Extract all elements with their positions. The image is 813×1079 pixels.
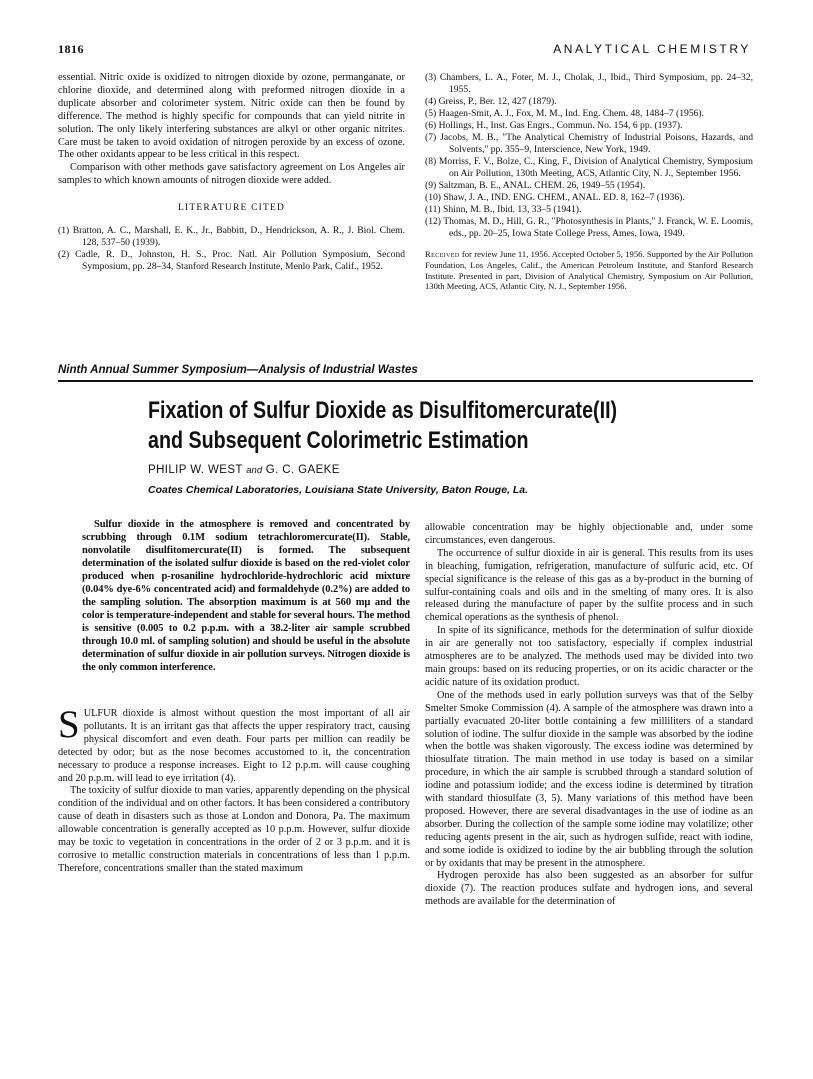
paragraph: allowable concentration may be highly objectionable and, under some circumstances, even dangerous. <box>425 522 753 546</box>
top-right-column <box>425 72 753 292</box>
paragraph: One of the methods used in early pollution surveys was that of the Selby Smelter Smoke Commission (4). A sample of the atmosphere was drawn into a partially evacuated 20-liter bottle containing a few milliliters of a standard solution of iodine. The sulfur dioxide in the sample was absorbed by the iodine when the bottle was shaken vigorously. The excess iodine was determined by thiosulfate titration. The main method in use today is based on a similar procedure, in which the air sample is scrubbed through a standard solution of iodine and potassium iodide; and the excess iodine is determined by titration with standard thiosulfate (3, 5). Many variations of this method have been proposed. However, there are several disadvantages in the use of iodine as an absorber. During the collection of the sample some iodine may volatilize; other reducing agents present in the air, such as hydrogen sulfide, react with iodine, and some iodide is oxidized to iodine by the air bubbling through the solution or by oxidants that may be present in the atmosphere. <box>425 689 753 869</box>
paragraph: In spite of its significance, methods for the determination of sulfur dioxide in air are generally not too satisfactory, especially if complex industrial atmospheres are to be analyzed. The methods used may be divided into two main groups: based on its reducing properties, or on its acidic character or the acidic nature of its oxidation product. <box>425 625 753 688</box>
received-note <box>425 249 753 292</box>
authors <box>148 464 340 476</box>
affiliation: Coates Chemical Laboratories, Louisiana State University, Baton Rouge, La. <box>148 484 529 496</box>
page-number: 1816 <box>58 42 84 56</box>
paragraph: Comparison with other methods gave satisfactory agreement on Los Angeles air samples to which known amounts of nitrogen dioxide were added. <box>58 162 405 187</box>
journal-name: ANALYTICAL CHEMISTRY <box>553 42 751 56</box>
author-name: G. C. GAEKE <box>265 464 340 476</box>
reference-item: (5) Haagen-Smit, A. J., Fox, M. M., Ind. Eng. Chem. 48, 1484–7 (1956). <box>425 108 705 119</box>
literature-cited-heading: LITERATURE CITED <box>177 203 286 214</box>
reference-item: (10) Shaw, J. A., IND. ENG. CHEM., ANAL. ED. 8, 162–7 (1936). <box>425 192 685 203</box>
reference-item: (7) Jacobs, M. B., "The Analytical Chemistry of Industrial Poisons, Hazards, and Solvents," pp. 355–9, Interscience, New York, 1949. <box>425 132 753 155</box>
paragraph: essential. Nitric oxide is oxidized to nitrogen dioxide by ozone, permanganate, or chlorine dioxide, and determined along with preformed nitrogen dioxide in a duplicate absorber and colorimeter system. Nitric oxide can then be found by difference. The method is highly specific for compounds that can yield nitrite in solution. The only likely interfering substances are alkyl or other organic nitrites. Care must be taken to avoid oxidation of nitrogen peroxide by an excess of ozone. The other oxidants appear to be less critical in this respect. <box>58 72 405 161</box>
reference-item: (11) Shinn, M. B., Ibid. 13, 33–5 (1941). <box>425 204 582 215</box>
paragraph <box>58 703 410 785</box>
body-left-column <box>58 703 410 876</box>
reference-item: (8) Morriss, F. V., Bolze, C., King, F., Division of Analytical Chemistry, Symposium on Air Pollution, 130th Meeting, ACS, Atlantic City, N. J., September 1956. <box>425 156 753 179</box>
reference-item: (12) Thomas, M. D., Hill, G. R., "Photosynthesis in Plants," J. Franck, W. E. Loomis, eds., pp. 20–25, Iowa State College Press, Ames, Iowa, 1949. <box>425 216 753 239</box>
banner-rule <box>58 380 753 382</box>
title-line-2: and Subsequent Colorimetric Estimation <box>148 427 529 454</box>
title-line-1: Fixation of Sulfur Dioxide as Disulfitomercurate(II) <box>148 397 618 424</box>
reference-item: (9) Saltzman, B. E., ANAL. CHEM. 26, 1949–55 (1954). <box>425 180 646 191</box>
author-name: PHILIP W. WEST <box>148 464 243 476</box>
abstract: Sulfur dioxide in the atmosphere is removed and concentrated by scrubbing through 0.1M sodium tetrachloromercurate(II). Stable, nonvolatile disulfitomercurate(II) is formed. The subsequent determination of the isolated sulfur dioxide is based on the red-violet color produced when p-rosaniline hydrochloride-hydrochloric acid mixture (0.04% dye-6% concentrated acid) and formaldehyde (0.2%) are added to the sampling solution. The absorption maximum is at 560 mμ and the color is temperature-independent and stable for several hours. The method is sensitive (0.005 to 0.2 p.p.m. with a 38.2-liter air sample scrubbed through 10.0 ml. of sampling solution) and should be useful in the absolute determination of sulfur dioxide in air pollution surveys. Nitrogen dioxide is the only common interference. <box>82 519 410 673</box>
reference-item: (3) Chambers, L. A., Foter, M. J., Cholak, J., Ibid., Third Symposium, pp. 24–32, 1955. <box>425 72 753 95</box>
received-text: for review June 11, 1956. Accepted October 5, 1956. Supported by the Air Pollution Foundation, Los Angeles, Calif., the American Petroleum Institute, and Stanford Research Institute. Presented in part, Division of Analytical Chemistry, Symposium on Air Pollution, 130th Meeting, ACS, Atlantic City, N. J., September 1956. <box>425 249 753 292</box>
received-label: Received <box>425 249 460 259</box>
body-right-column <box>425 522 753 909</box>
article-title <box>148 396 640 456</box>
top-left-column <box>58 72 405 273</box>
reference-item: (2) Cadle, R. D., Johnston, H. S., Proc. Natl. Air Pollution Symposium, Second Symposium, pp. 28–34, Stanford Research Institute, Menlo Park, Calif., 1952. <box>58 249 405 273</box>
reference-item: (1) Bratton, A. C., Marshall, E. K., Jr., Babbitt, D., Hendrickson, A. R., J. Biol. Chem. 128, 537–50 (1939). <box>58 225 405 249</box>
reference-item: (6) Hollings, H., Inst. Gas Engrs., Commun. No. 154, 6 pp. (1937). <box>425 120 683 131</box>
paragraph: Hydrogen peroxide has also been suggested as an absorber for sulfur dioxide (7). The reaction produces sulfate and hydrogen ions, and several methods are available for the determination of <box>425 870 753 908</box>
author-conjunction: and <box>246 465 263 476</box>
paragraph: The toxicity of sulfur dioxide to man varies, apparently depending on the physical condition of the individual and on other factors. It has been considered a contributory cause of death in disasters such as those at London and Donora, Pa. The maximum allowable concentration is generally accepted as 10 p.p.m. However, sulfur dioxide may be toxic to vegetation in concentrations in the order of 2 or 3 p.p.m. and it is corrosive to metallic construction materials in concentrations of less than 1 p.p.m. Therefore, concentrations smaller than the stated maximum <box>58 785 410 874</box>
paragraph: The occurrence of sulfur dioxide in air is general. This results from its uses in bleaching, fumigation, refrigeration, manufacture of sulfuric acid, etc. Of special significance is the release of this gas as a by-product in the burning of sulfur-containing coals and oils and in the smelting of many ores. It is also released during the manufacture of paper by the sulfite process and in such chemical operations as the synthesis of phenol. <box>425 547 753 624</box>
drop-cap: S <box>58 703 80 746</box>
first-paragraph-text: ULFUR dioxide is almost without question the most important of all air pollutants. It is an irritant gas that affects the upper respiratory tract, causing physical discomfort and even death. Four parts per million can readily be detected by odor; but as the nose becomes accustomed to it, the concentration necessary to produce a response increases. Eight to 12 p.p.m. will cause coughing and 20 p.p.m. will lead to eye irritation (4). <box>58 708 410 784</box>
reference-item: (4) Greiss, P., Ber. 12, 427 (1879). <box>425 96 557 107</box>
symposium-banner: Ninth Annual Summer Symposium—Analysis of Industrial Wastes <box>58 364 418 376</box>
